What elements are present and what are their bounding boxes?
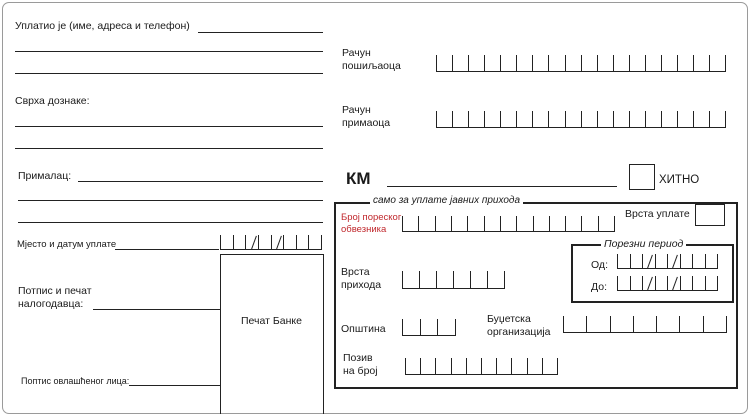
- amount-input-line[interactable]: [387, 186, 617, 187]
- sender-account-label-line-2: пошиљаоца: [342, 60, 401, 72]
- taxpayer-number-input-boxes[interactable]: [402, 216, 615, 232]
- payment-order-form: [2, 2, 748, 414]
- revenue-type-input-boxes[interactable]: [402, 271, 505, 289]
- place-date-label: Мјесто и датум уплате: [17, 239, 117, 250]
- payment-type-input[interactable]: [695, 204, 725, 226]
- revenue-type-label-line-1: Врста: [341, 266, 370, 278]
- recipient-account-input-boxes[interactable]: [436, 111, 726, 128]
- tax-period-to-label: До:: [591, 281, 607, 293]
- recipient-input-line-2[interactable]: [18, 200, 323, 201]
- payer-input-line-3[interactable]: [15, 73, 323, 74]
- payment-type-label: Врста уплате: [625, 208, 690, 220]
- tax-period-from-input-boxes[interactable]: [617, 254, 718, 269]
- tax-period-section: [571, 244, 734, 303]
- bank-stamp-box: [220, 254, 324, 414]
- sender-account-input-boxes[interactable]: [436, 55, 726, 72]
- payer-input-line-1[interactable]: [198, 32, 323, 33]
- purpose-input-line-2[interactable]: [15, 148, 323, 149]
- taxpayer-number-label-line-2: обвезника: [341, 224, 387, 235]
- recipient-input-line-3[interactable]: [18, 222, 323, 223]
- signature-label-line-1: Потпис и печат: [18, 285, 92, 297]
- sender-account-label-line-1: Рачун: [342, 47, 371, 59]
- tax-period-to-input-boxes[interactable]: [617, 276, 718, 291]
- urgent-checkbox[interactable]: [629, 164, 655, 190]
- budget-org-label-line-2: организација: [487, 326, 551, 338]
- currency-label: КМ: [346, 169, 371, 188]
- recipient-input-line-1[interactable]: [78, 181, 323, 182]
- bank-stamp-label: Печат Банке: [241, 315, 302, 327]
- municipality-input-boxes[interactable]: [402, 319, 456, 336]
- recipient-account-label-line-2: примаоца: [342, 117, 391, 129]
- tax-period-from-label: Од:: [591, 259, 608, 271]
- purpose-input-line-1[interactable]: [15, 126, 323, 127]
- purpose-label: Сврха дознаке:: [15, 95, 90, 107]
- place-input-line[interactable]: [115, 249, 219, 250]
- recipient-account-label-line-1: Рачун: [342, 104, 371, 116]
- payer-input-line-2[interactable]: [15, 51, 323, 52]
- urgent-label: ХИТНО: [659, 174, 700, 186]
- tax-period-title: Порезни период: [601, 238, 686, 250]
- reference-label-line-1: Позив: [343, 352, 373, 364]
- municipality-label: Општина: [341, 323, 386, 335]
- public-revenue-title: само за уплате јавних прихода: [370, 195, 523, 207]
- reference-label-line-2: на број: [343, 365, 378, 377]
- reference-input-boxes[interactable]: [405, 358, 558, 375]
- authorized-signature-label: Поптис овлашћеног лица:: [21, 376, 130, 386]
- signature-label-line-2: налогодавца:: [18, 298, 84, 310]
- budget-org-label-line-1: Буџетска: [487, 313, 531, 325]
- authorized-signature-line[interactable]: [129, 385, 220, 386]
- signature-input-line[interactable]: [93, 309, 220, 310]
- taxpayer-number-label-line-1: Број пореског: [341, 212, 402, 223]
- budget-org-input-boxes[interactable]: [563, 316, 727, 333]
- date-input-boxes[interactable]: [220, 235, 322, 250]
- recipient-label: Прималац:: [18, 170, 72, 182]
- payer-label: Уплатио је (име, адреса и телефон): [15, 20, 190, 32]
- revenue-type-label-line-2: прихода: [341, 279, 382, 291]
